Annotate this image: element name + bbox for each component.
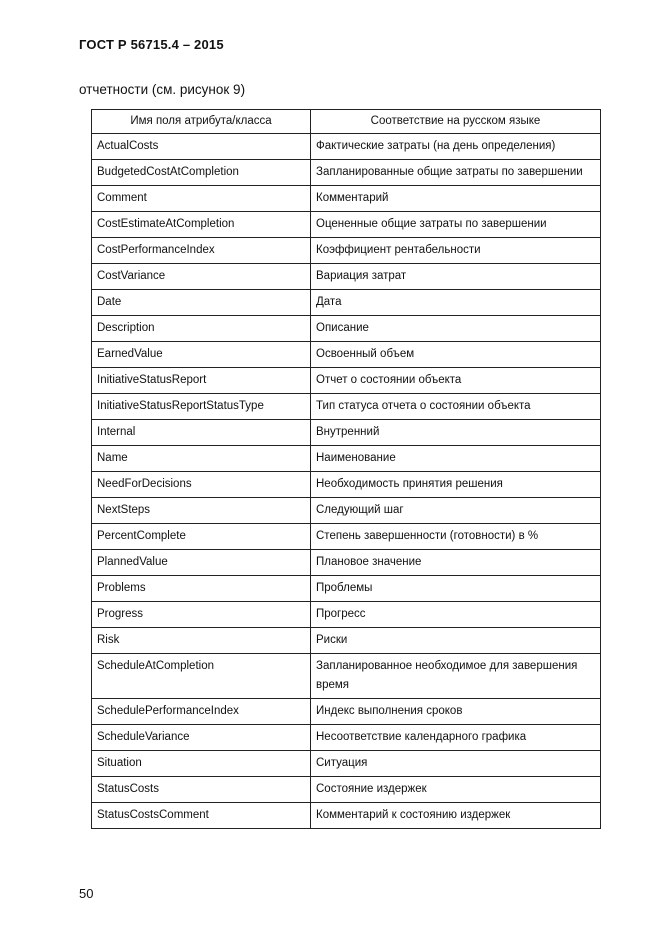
russian-equivalent-cell: Риски — [311, 628, 601, 654]
attribute-name-cell: StatusCostsComment — [92, 803, 311, 829]
russian-equivalent-cell: Индекс выполнения сроков — [311, 699, 601, 725]
russian-equivalent-cell: Отчет о состоянии объекта — [311, 368, 601, 394]
russian-equivalent-cell: Необходимость принятия решения — [311, 472, 601, 498]
page-number: 50 — [79, 886, 94, 901]
attribute-name-cell: CostVariance — [92, 264, 311, 290]
table-row — [92, 725, 601, 751]
russian-equivalent-cell: Прогресс — [311, 602, 601, 628]
intro-text: отчетности (см. рисунок 9) — [79, 82, 246, 97]
table-row — [92, 699, 601, 725]
document-header: ГОСТ Р 56715.4 – 2015 — [79, 37, 224, 52]
russian-equivalent-cell: Коэффициент рентабельности — [311, 238, 601, 264]
attribute-mapping-table — [91, 109, 601, 829]
russian-equivalent-cell: Состояние издержек — [311, 777, 601, 803]
attribute-name-cell: Date — [92, 290, 311, 316]
attribute-name-cell: Internal — [92, 420, 311, 446]
attribute-name-cell: NeedForDecisions — [92, 472, 311, 498]
table-row — [92, 550, 601, 576]
russian-equivalent-cell: Следующий шаг — [311, 498, 601, 524]
attribute-name-cell: Situation — [92, 751, 311, 777]
russian-equivalent-cell: Степень завершенности (готовности) в % — [311, 524, 601, 550]
table-row — [92, 803, 601, 829]
russian-equivalent-cell: Вариация затрат — [311, 264, 601, 290]
attribute-name-cell: ScheduleAtCompletion — [92, 654, 311, 699]
table-row — [92, 654, 601, 699]
table-row — [92, 290, 601, 316]
table-row — [92, 628, 601, 654]
russian-equivalent-cell: Наименование — [311, 446, 601, 472]
table-row — [92, 264, 601, 290]
table-row — [92, 342, 601, 368]
column-header-russian-equivalent: Соответствие на русском языке — [311, 110, 601, 134]
table-row — [92, 160, 601, 186]
attribute-name-cell: Name — [92, 446, 311, 472]
russian-equivalent-cell: Ситуация — [311, 751, 601, 777]
attribute-name-cell: BudgetedCostAtCompletion — [92, 160, 311, 186]
russian-equivalent-cell: Запланированные общие затраты по завершении — [311, 160, 601, 186]
attribute-name-cell: Progress — [92, 602, 311, 628]
attribute-name-cell: Comment — [92, 186, 311, 212]
table-row — [92, 394, 601, 420]
table-body — [92, 134, 601, 829]
russian-equivalent-cell: Несоответствие календарного графика — [311, 725, 601, 751]
table-row — [92, 316, 601, 342]
table-row — [92, 238, 601, 264]
table-row — [92, 368, 601, 394]
attribute-name-cell: ScheduleVariance — [92, 725, 311, 751]
attribute-name-cell: PlannedValue — [92, 550, 311, 576]
table-row — [92, 134, 601, 160]
russian-equivalent-cell: Проблемы — [311, 576, 601, 602]
table-row — [92, 777, 601, 803]
attribute-name-cell: InitiativeStatusReport — [92, 368, 311, 394]
attribute-name-cell: StatusCosts — [92, 777, 311, 803]
russian-equivalent-cell: Запланированное необходимое для завершения время — [311, 654, 601, 699]
attribute-name-cell: Risk — [92, 628, 311, 654]
attribute-name-cell: CostPerformanceIndex — [92, 238, 311, 264]
russian-equivalent-cell: Оцененные общие затраты по завершении — [311, 212, 601, 238]
attribute-name-cell: Description — [92, 316, 311, 342]
table-row — [92, 186, 601, 212]
column-header-attribute-name: Имя поля атрибута/класса — [92, 110, 311, 134]
russian-equivalent-cell: Освоенный объем — [311, 342, 601, 368]
russian-equivalent-cell: Дата — [311, 290, 601, 316]
table-header-row — [92, 110, 601, 134]
table-row — [92, 576, 601, 602]
russian-equivalent-cell: Внутренний — [311, 420, 601, 446]
attribute-name-cell: CostEstimateAtCompletion — [92, 212, 311, 238]
attribute-name-cell: EarnedValue — [92, 342, 311, 368]
table-row — [92, 498, 601, 524]
table-row — [92, 472, 601, 498]
russian-equivalent-cell: Фактические затраты (на день определения) — [311, 134, 601, 160]
attribute-name-cell: ActualCosts — [92, 134, 311, 160]
attribute-name-cell: PercentComplete — [92, 524, 311, 550]
russian-equivalent-cell: Комментарий — [311, 186, 601, 212]
attribute-name-cell: Problems — [92, 576, 311, 602]
attribute-name-cell: NextSteps — [92, 498, 311, 524]
russian-equivalent-cell: Описание — [311, 316, 601, 342]
table-row — [92, 602, 601, 628]
attribute-name-cell: InitiativeStatusReportStatusType — [92, 394, 311, 420]
attribute-name-cell: SchedulePerformanceIndex — [92, 699, 311, 725]
russian-equivalent-cell: Плановое значение — [311, 550, 601, 576]
table-row — [92, 524, 601, 550]
russian-equivalent-cell: Комментарий к состоянию издержек — [311, 803, 601, 829]
table-row — [92, 446, 601, 472]
russian-equivalent-cell: Тип статуса отчета о состоянии объекта — [311, 394, 601, 420]
table-row — [92, 420, 601, 446]
table-row — [92, 751, 601, 777]
table-row — [92, 212, 601, 238]
